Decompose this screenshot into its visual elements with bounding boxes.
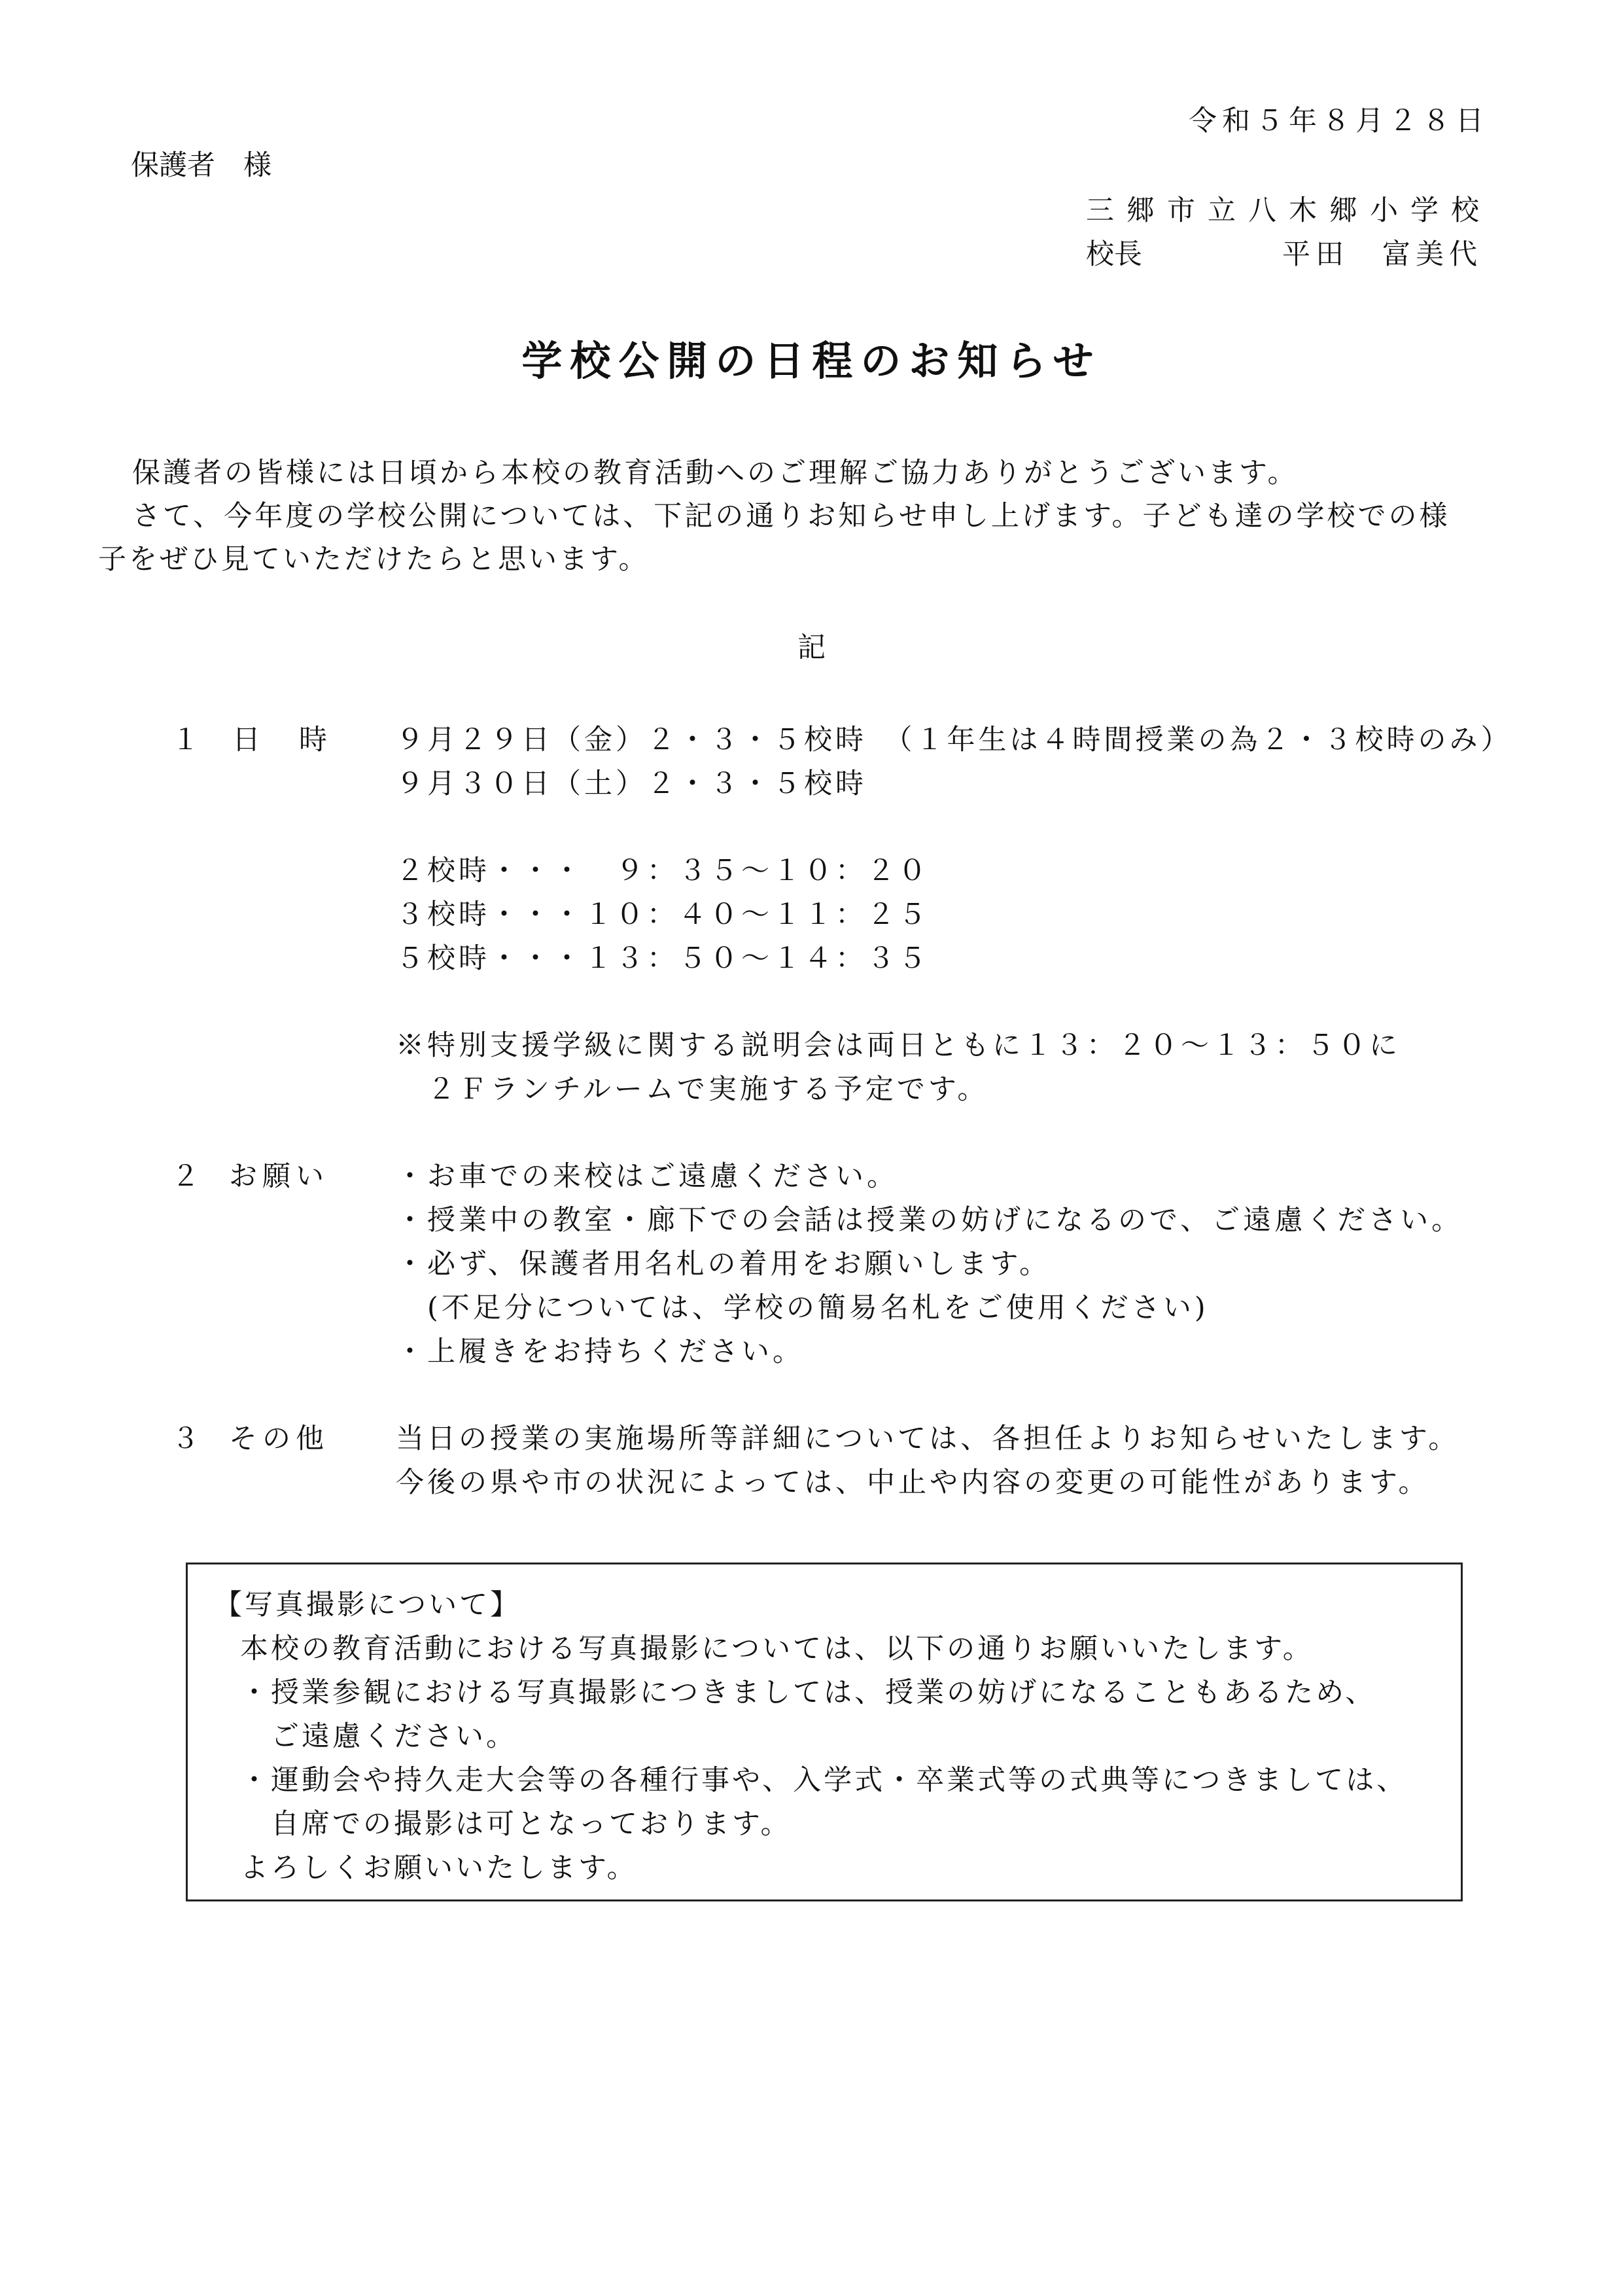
school-name: 三郷市立八木郷小学校 bbox=[1086, 194, 1492, 227]
photo-box-heading: 【写真撮影について】 bbox=[214, 1589, 521, 1621]
intro-line: 保護者の皆様には日頃から本校の教育活動へのご理解ご協力ありがとうございます。 bbox=[132, 457, 1299, 489]
section-number: １ bbox=[171, 724, 200, 756]
section-label: その他 bbox=[229, 1422, 329, 1455]
schedule-day: ９月２９日（金）２・３・５校時 （１年生は４時間授業の為２・３校時のみ） bbox=[396, 724, 1512, 756]
request-item: (不足分については、学校の簡易名札をご使用ください) bbox=[396, 1292, 1209, 1324]
photo-box-line: ご遠慮ください。 bbox=[240, 1720, 517, 1753]
ki-heading: 記 bbox=[797, 631, 826, 664]
other-line: 当日の授業の実施場所等詳細については、各担任よりお知らせいたします。 bbox=[396, 1422, 1460, 1455]
section-label: お願い bbox=[229, 1160, 329, 1193]
section-number: ３ bbox=[171, 1422, 200, 1455]
photo-box-line: ・運動会や持久走大会等の各種行事や、入学式・卒業式等の式典等につきましては、 bbox=[240, 1764, 1408, 1797]
request-item: ・上履きをお持ちください。 bbox=[396, 1335, 804, 1368]
special-note: ２Ｆランチルームで実施する予定です。 bbox=[396, 1073, 989, 1106]
page-title: 学校公開の日程のお知らせ bbox=[521, 337, 1102, 385]
intro-line: さて、今年度の学校公開については、下記の通りお知らせ申し上げます。子ども達の学校での様 bbox=[132, 500, 1450, 533]
photo-policy-box bbox=[186, 1563, 1463, 1901]
section-number: ２ bbox=[171, 1160, 200, 1193]
schedule-day: ９月３０日（土）２・３・５校時 bbox=[396, 768, 867, 800]
photo-box-line: 自席での撮影は可となっております。 bbox=[240, 1808, 792, 1841]
document-date: 令和５年８月２８日 bbox=[1189, 105, 1489, 137]
other-line: 今後の県や市の状況によっては、中止や内容の変更の可能性があります。 bbox=[396, 1466, 1430, 1499]
intro-line: 子をぜひ見ていただけたらと思います。 bbox=[98, 543, 650, 576]
photo-box-line: ・授業参観における写真撮影につきましては、授業の妨げになることもあるため、 bbox=[240, 1676, 1376, 1709]
photo-box-line: 本校の教育活動における写真撮影については、以下の通りお願いいたします。 bbox=[240, 1633, 1314, 1665]
intro-paragraph bbox=[98, 451, 1537, 581]
principal-title: 校長 bbox=[1086, 238, 1142, 271]
section-label: 日 時 bbox=[232, 724, 332, 756]
period-time: ３校時・・・１０：４０～１１：２５ bbox=[396, 898, 930, 931]
request-item: ・必ず、保護者用名札の着用をお願いします。 bbox=[396, 1248, 1051, 1280]
recipient: 保護者 様 bbox=[131, 149, 271, 182]
principal-name: 平田 富美代 bbox=[1282, 238, 1482, 271]
special-note: ※特別支援学級に関する説明会は両日ともに１３：２０～１３：５０に bbox=[396, 1029, 1401, 1062]
period-time: ２校時・・・ ９：３５～１０：２０ bbox=[396, 855, 930, 887]
period-time: ５校時・・・１３：５０～１４：３５ bbox=[396, 942, 930, 975]
request-item: ・授業中の教室・廊下での会話は授業の妨げになるので、ご遠慮ください。 bbox=[396, 1204, 1463, 1237]
request-item: ・お車での来校はご遠慮ください。 bbox=[396, 1160, 898, 1193]
photo-box-line: よろしくお願いいたします。 bbox=[240, 1852, 638, 1884]
principal bbox=[1086, 238, 1482, 272]
